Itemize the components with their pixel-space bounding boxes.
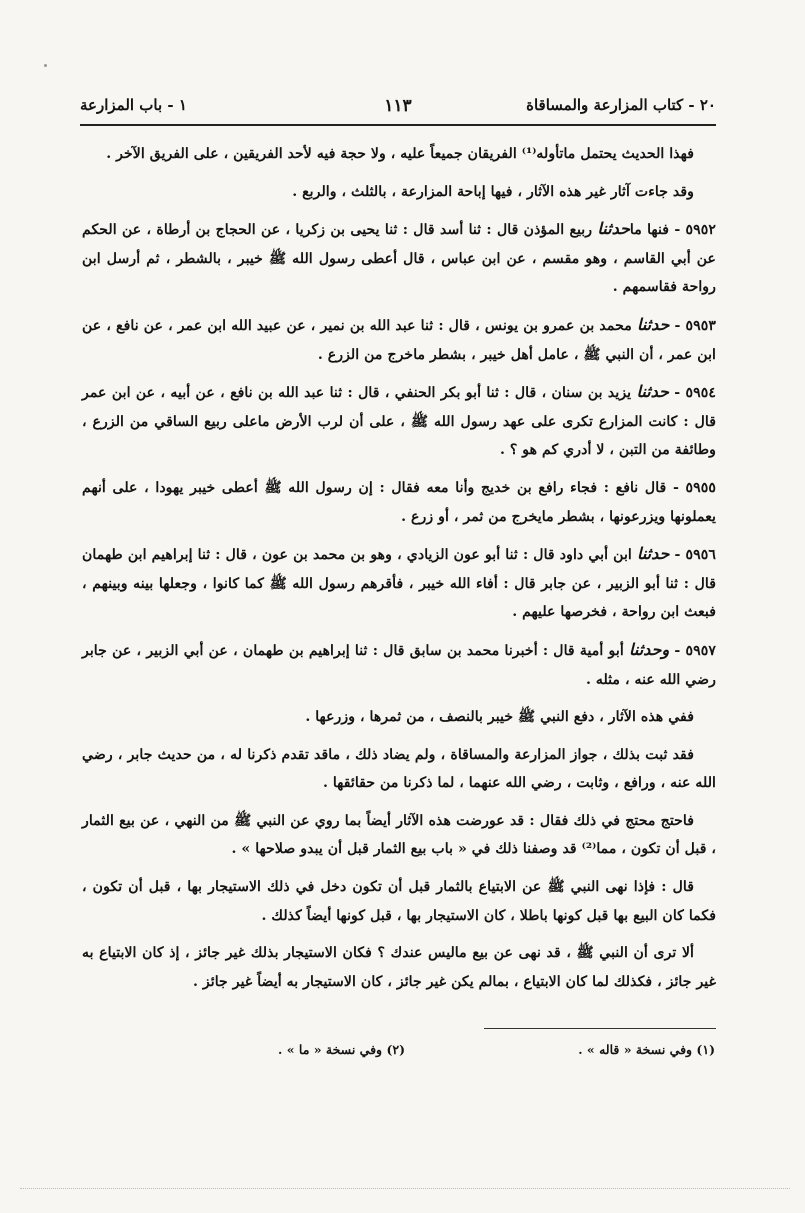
footnote-rule (484, 1028, 716, 1029)
paragraph (82, 939, 716, 996)
hadith-text: أبو أمية قال : أخبرنا محمد بن سابق قال : ثنا إبراهيم بن طهمان ، عن أبي الزبير ، عن جابر رضي الله عنه ، مثله . (82, 642, 716, 688)
haddathana-word (629, 640, 669, 659)
hadith-text: محمد بن عمرو بن يونس ، قال : ثنا عبد الله بن نمير ، عن عبيد الله ابن عمر ، عن نافع ، عن ابن عمر ، أن النبي ﷺ ، عامل أهل خيبر ، بشطر ماخرج من الزرع . (82, 317, 716, 363)
paragraph-text: وقد جاءت آثار غير هذه الآثار ، فيها إباحة المزارعة ، بالثلث ، والربع . (292, 183, 694, 200)
hadith-number: ٥٩٥٦ - (674, 547, 716, 564)
hadith-text: ابن أبي داود قال : ثنا أبو عون الزيادي ، وهو بن محمد بن عون ، قال : ثنا إبراهيم ابن طهمان قال : ثنا أبو الزبير ، عن جابر قال : أفاء الله خيبر ، فأقرهم رسول الله ﷺ كما كانوا ، وجعلها بينه وبينهم ، فبعث ابن رواحة ، فخرصها عليهم . (82, 547, 716, 621)
hadith-5957 (82, 636, 716, 694)
footnote-1: (١) وفي نسخة « قاله » . (578, 1042, 715, 1057)
paragraph (82, 140, 716, 169)
chapter-title: ١ - باب المزارعة (80, 96, 187, 114)
hadith-number: ٥٩٥٧ - (674, 642, 716, 659)
paragraph-text: ألا ترى أن النبي ﷺ ، قد نهى عن بيع ماليس عندك ؟ فكان الاستيجار بذلك غير جائز ، إذ كان الابتياع به غير جائز ، فكذلك لما كان الابتياع ، بمالم يكن غير جائز ، كان الاستيجار به أيضاً غير جائز . (82, 945, 716, 990)
hadith-5952 (82, 215, 716, 302)
hadith-number: ٥٩٥٣ - (674, 317, 716, 334)
haddathana-word: حدثنا (597, 219, 630, 239)
paragraph-text: ففي هذه الآثار ، دفع النبي ﷺ خيبر بالنصف ، من ثمرها ، وزرعها . (305, 709, 694, 726)
paragraph (82, 741, 716, 798)
haddathana-word: حدثنا (636, 382, 669, 402)
hadith-lead: فنها ما (629, 222, 670, 239)
hadith-5953 (82, 311, 716, 369)
hadith-text: قال نافع : فجاء رافع بن خديج وأنا معه فقال : إن رسول الله ﷺ أعطى خيبر يهودا ، على أنهم يعملونها ويزرعونها ، بشطر مايخرج من ثمر ، أو زرع . (82, 479, 716, 525)
hadith-text: يزيد بن سنان ، قال : ثنا أبو بكر الحنفي ، قال : ثنا عبد الله بن نافع ، عن أبيه ، عن ابن عمر قال : كانت المزارع تكرى على عهد رسول الله ﷺ ، على أن لرب الأرض ماعلى ربيع الساقي من الزرع ، وطائفة من التبن ، لا أدري كم هو ؟ . (82, 385, 716, 459)
hadith-number: ٥٩٥٢ - (674, 222, 716, 239)
paragraph (82, 178, 716, 207)
main-text (82, 140, 716, 1005)
hadith-text: ربيع المؤذن قال : ثنا أسد قال : ثنا يحيى بن زكريا ، عن الحجاج بن أرطاة ، عن الحكم عن أبي القاسم ، وهو مقسم ، عن ابن عباس ، قال أعطى رسول الله ﷺ خيبر ، بالشطر ، ثم أرسل ابن رواحة فقاسمهم . (82, 222, 716, 296)
paragraph-text: فهذا الحديث يحتمل ماتأوله⁽¹⁾ الفريقان جميعاً عليه ، ولا حجة فيه لأحد الفريقين ، على الفريق الآخر . (106, 146, 694, 162)
paragraph (82, 807, 716, 864)
paragraph-text: قال : فإذا نهى النبي ﷺ عن الابتياع بالثمار قبل أن تكون دخل في ذلك الاستيجار بها ، قبل أن تكون ، فكما كان البيع بها قبل كونها باطلا ، كان الاستيجار بها ، قبل كونها أيضاً كذلك . (82, 879, 716, 924)
paragraph (82, 873, 716, 930)
footnote-2: (٢) وفي نسخة « ما » . (278, 1042, 405, 1057)
header-rule (80, 124, 716, 126)
haddathana-word: حدثنا (636, 314, 670, 334)
paragraph (82, 703, 716, 732)
paragraph-text: فقد ثبت بذلك ، جواز المزارعة والمساقاة ، ولم يضاد ذلك ، ماقد تقدم ذكرنا له ، من حديث جابر ، رضي الله عنه ، ورافع ، وثابت ، رضي الله عنهما ، لما ذكرنا من حقائقها . (82, 746, 716, 792)
hadith-number: ٥٩٥٥ - (672, 479, 716, 496)
hadith-5955 (82, 474, 716, 531)
hadith-number: ٥٩٥٤ - (674, 385, 716, 402)
haddathana-prefix: و (661, 639, 670, 659)
scan-edge (20, 1188, 790, 1189)
haddathana-core: حدثنا (629, 639, 662, 659)
haddathana-word: حدثنا (636, 544, 670, 564)
hadith-5954 (82, 378, 716, 465)
running-header (80, 96, 716, 120)
page-number: ١١٣ (384, 96, 412, 116)
paragraph-text: فاحتج محتج في ذلك فقال : قد عورضت هذه الآثار أيضاً بما روي عن النبي ﷺ من النهي ، عن بيع الثمار ، قبل أن تكون ، مما⁽²⁾ قد وصفنا ذلك في « باب بيع الثمار قبل أن يبدو صلاحها » . (82, 812, 716, 858)
book-title: ٢٠ - كتاب المزارعة والمساقاة (526, 96, 716, 114)
hadith-5956 (82, 540, 716, 627)
scan-dot (44, 64, 47, 67)
